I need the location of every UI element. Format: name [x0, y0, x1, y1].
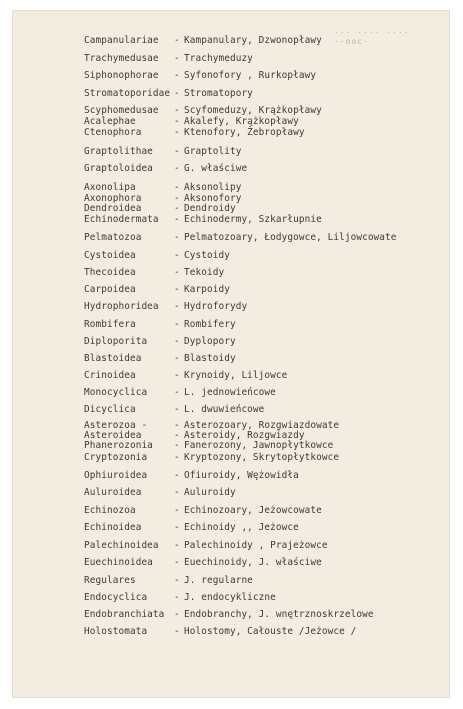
glossary-row	[84, 541, 328, 551]
polish-translation: Aksonofory	[184, 193, 242, 204]
glossary-row	[84, 89, 253, 99]
latin-term: Cryptozonia	[84, 452, 148, 463]
glossary-row	[84, 558, 322, 568]
polish-translation: Tekoidy	[184, 267, 225, 278]
glossary-row	[84, 576, 253, 586]
separator-dash: -	[174, 232, 180, 243]
glossary-row	[84, 233, 397, 243]
glossary-row	[84, 285, 230, 295]
separator-dash: -	[174, 53, 180, 64]
glossary-row	[84, 405, 264, 415]
glossary-row	[84, 117, 299, 127]
glossary-row	[84, 147, 241, 157]
latin-term: Pelmatozoa	[84, 232, 142, 243]
glossary-row	[84, 251, 230, 261]
glossary-row	[84, 627, 356, 637]
polish-translation: Dendroidy	[184, 203, 236, 214]
latin-term: Cystoidea	[84, 250, 136, 261]
polish-translation: Fanerozony, Jawnopłytkowce	[184, 440, 334, 451]
separator-dash: -	[174, 522, 180, 533]
separator-dash: -	[174, 70, 180, 81]
polish-translation: Asteroidy, Rozgwiazdy	[184, 430, 305, 441]
separator-dash: -	[174, 182, 180, 193]
separator-dash: -	[174, 557, 180, 568]
polish-translation: Syfonofory , Rurkopławy	[184, 70, 317, 81]
polish-translation: Pelmatozoary, Łodygowce, Liljowcowate	[184, 232, 397, 243]
polish-translation: Akalefy, Krążkopławy	[184, 116, 299, 127]
separator-dash: -	[174, 430, 180, 441]
separator-dash: -	[174, 214, 180, 225]
polish-translation: Endobranchy, J. wnętrznoskrzelowe	[184, 609, 374, 620]
glossary-row	[84, 54, 253, 64]
glossary-row	[84, 523, 299, 533]
polish-translation: Ofiuroidy, Wężowidła	[184, 470, 299, 481]
separator-dash: -	[174, 452, 180, 463]
polish-translation: Holostomy, Całouste /Jeżowce /	[184, 626, 357, 637]
latin-term: Blastoidea	[84, 353, 142, 364]
separator-dash: -	[174, 116, 180, 127]
polish-translation: Echinodermy, Szkarłupnie	[184, 214, 322, 225]
separator-dash: -	[174, 127, 180, 138]
latin-term: Monocyclica	[84, 387, 148, 398]
separator-dash: -	[174, 35, 180, 46]
glossary-row	[84, 506, 322, 516]
glossary-row	[84, 371, 287, 381]
latin-term: Ctenophora	[84, 127, 142, 138]
latin-term: Scyphomedusae	[84, 105, 159, 116]
glossary-row	[84, 164, 247, 174]
glossary-row	[84, 183, 241, 193]
separator-dash: -	[174, 163, 180, 174]
polish-translation: L. dwuwieńcowe	[184, 404, 265, 415]
separator-dash: -	[174, 404, 180, 415]
polish-translation: Graptolity	[184, 146, 242, 157]
header-mark: ··· ···· ···· ··ooc·	[334, 28, 410, 46]
latin-term: Endocyclica	[84, 592, 148, 603]
polish-translation: Aksonolipy	[184, 182, 242, 193]
polish-translation: J. endocykliczne	[184, 592, 276, 603]
separator-dash: -	[174, 609, 180, 620]
polish-translation: Auluroidy	[184, 487, 236, 498]
polish-translation: Kampanulary, Dzwonopławy	[184, 35, 322, 46]
separator-dash: -	[174, 487, 180, 498]
latin-term: Ophiuroidea	[84, 470, 148, 481]
polish-translation: Hydroforydy	[184, 301, 248, 312]
polish-translation: Kryptozony, Skrytopłytkowce	[184, 452, 340, 463]
latin-term: Endobranchiata	[84, 609, 165, 620]
separator-dash: -	[174, 626, 180, 637]
separator-dash: -	[174, 267, 180, 278]
polish-translation: Palechinoidy , Prajeżowce	[184, 540, 328, 551]
glossary-row	[84, 215, 322, 225]
glossary-row	[84, 388, 276, 398]
latin-term: Regulares	[84, 575, 136, 586]
separator-dash: -	[174, 105, 180, 116]
separator-dash: -	[174, 420, 180, 431]
separator-dash: -	[174, 505, 180, 516]
latin-term: Holostomata	[84, 626, 148, 637]
glossary-row	[84, 441, 333, 451]
latin-term: Echinozoa	[84, 505, 136, 516]
separator-dash: -	[174, 540, 180, 551]
latin-term: Echinoidea	[84, 522, 142, 533]
latin-term: Phanerozonia	[84, 440, 153, 451]
glossary-row	[84, 71, 316, 81]
glossary-row	[84, 268, 224, 278]
latin-term: Asterozoa -	[84, 420, 148, 431]
polish-translation: Asterozoary, Rozgwiazdowate	[184, 420, 340, 431]
latin-term: Rombifera	[84, 319, 136, 330]
latin-term: Crinoidea	[84, 370, 136, 381]
glossary-row	[84, 453, 339, 463]
latin-term: Acalephae	[84, 116, 136, 127]
separator-dash: -	[174, 193, 180, 204]
separator-dash: -	[174, 319, 180, 330]
separator-dash: -	[174, 301, 180, 312]
glossary-row	[84, 320, 236, 330]
separator-dash: -	[174, 440, 180, 451]
latin-term: Dicyclica	[84, 404, 136, 415]
glossary-row	[84, 204, 236, 214]
latin-term: Graptoloidea	[84, 163, 153, 174]
latin-term: Graptolithae	[84, 146, 153, 157]
glossary-row	[84, 488, 236, 498]
latin-term: Hydrophoridea	[84, 301, 159, 312]
separator-dash: -	[174, 370, 180, 381]
separator-dash: -	[174, 387, 180, 398]
separator-dash: -	[174, 146, 180, 157]
separator-dash: -	[174, 470, 180, 481]
polish-translation: Euechinoidy, J. właściwe	[184, 557, 322, 568]
separator-dash: -	[174, 353, 180, 364]
separator-dash: -	[174, 203, 180, 214]
latin-term: Diploporita	[84, 336, 148, 347]
latin-term: Siphonophorae	[84, 70, 159, 81]
polish-translation: Echinoidy ,, Jeżowce	[184, 522, 299, 533]
glossary-row	[84, 354, 236, 364]
latin-term: Auluroidea	[84, 487, 142, 498]
polish-translation: G. właściwe	[184, 163, 248, 174]
glossary-row	[84, 593, 276, 603]
polish-translation: Stromatopory	[184, 88, 253, 99]
latin-term: Carpoidea	[84, 284, 136, 295]
latin-term: Campanulariae	[84, 35, 159, 46]
latin-term: Axonolipa	[84, 182, 136, 193]
polish-translation: Trachymeduzy	[184, 53, 253, 64]
polish-translation: Blastoidy	[184, 353, 236, 364]
polish-translation: Rombifery	[184, 319, 236, 330]
polish-translation: Echinozoary, Jeżowcowate	[184, 505, 322, 516]
polish-translation: Ktenofory, Żebropławy	[184, 127, 305, 138]
latin-term: Euechinoidea	[84, 557, 153, 568]
polish-translation: Krynoidy, Liljowce	[184, 370, 288, 381]
glossary-row	[84, 610, 374, 620]
polish-translation: Cystoidy	[184, 250, 230, 261]
polish-translation: L. jednowieńcowe	[184, 387, 276, 398]
separator-dash: -	[174, 284, 180, 295]
separator-dash: -	[174, 88, 180, 99]
separator-dash: -	[174, 575, 180, 586]
glossary-row	[84, 471, 299, 481]
glossary-row	[84, 337, 236, 347]
polish-translation: Karpoidy	[184, 284, 230, 295]
glossary-row	[84, 302, 247, 312]
polish-translation: Scyfomeduzy, Krążkopławy	[184, 105, 322, 116]
separator-dash: -	[174, 336, 180, 347]
latin-term: Stromatoporidae	[84, 88, 171, 99]
latin-term: Trachymedusae	[84, 53, 159, 64]
separator-dash: -	[174, 250, 180, 261]
latin-term: Dendroidea	[84, 203, 142, 214]
polish-translation: Dyplopory	[184, 336, 236, 347]
glossary-row	[84, 36, 322, 46]
glossary-row	[84, 128, 305, 138]
latin-term: Asteroidea	[84, 430, 142, 441]
latin-term: Axonophora	[84, 193, 142, 204]
latin-term: Thecoidea	[84, 267, 136, 278]
latin-term: Palechinoidea	[84, 540, 159, 551]
polish-translation: J. regularne	[184, 575, 253, 586]
glossary-row	[84, 106, 322, 116]
separator-dash: -	[174, 592, 180, 603]
latin-term: Echinodermata	[84, 214, 159, 225]
